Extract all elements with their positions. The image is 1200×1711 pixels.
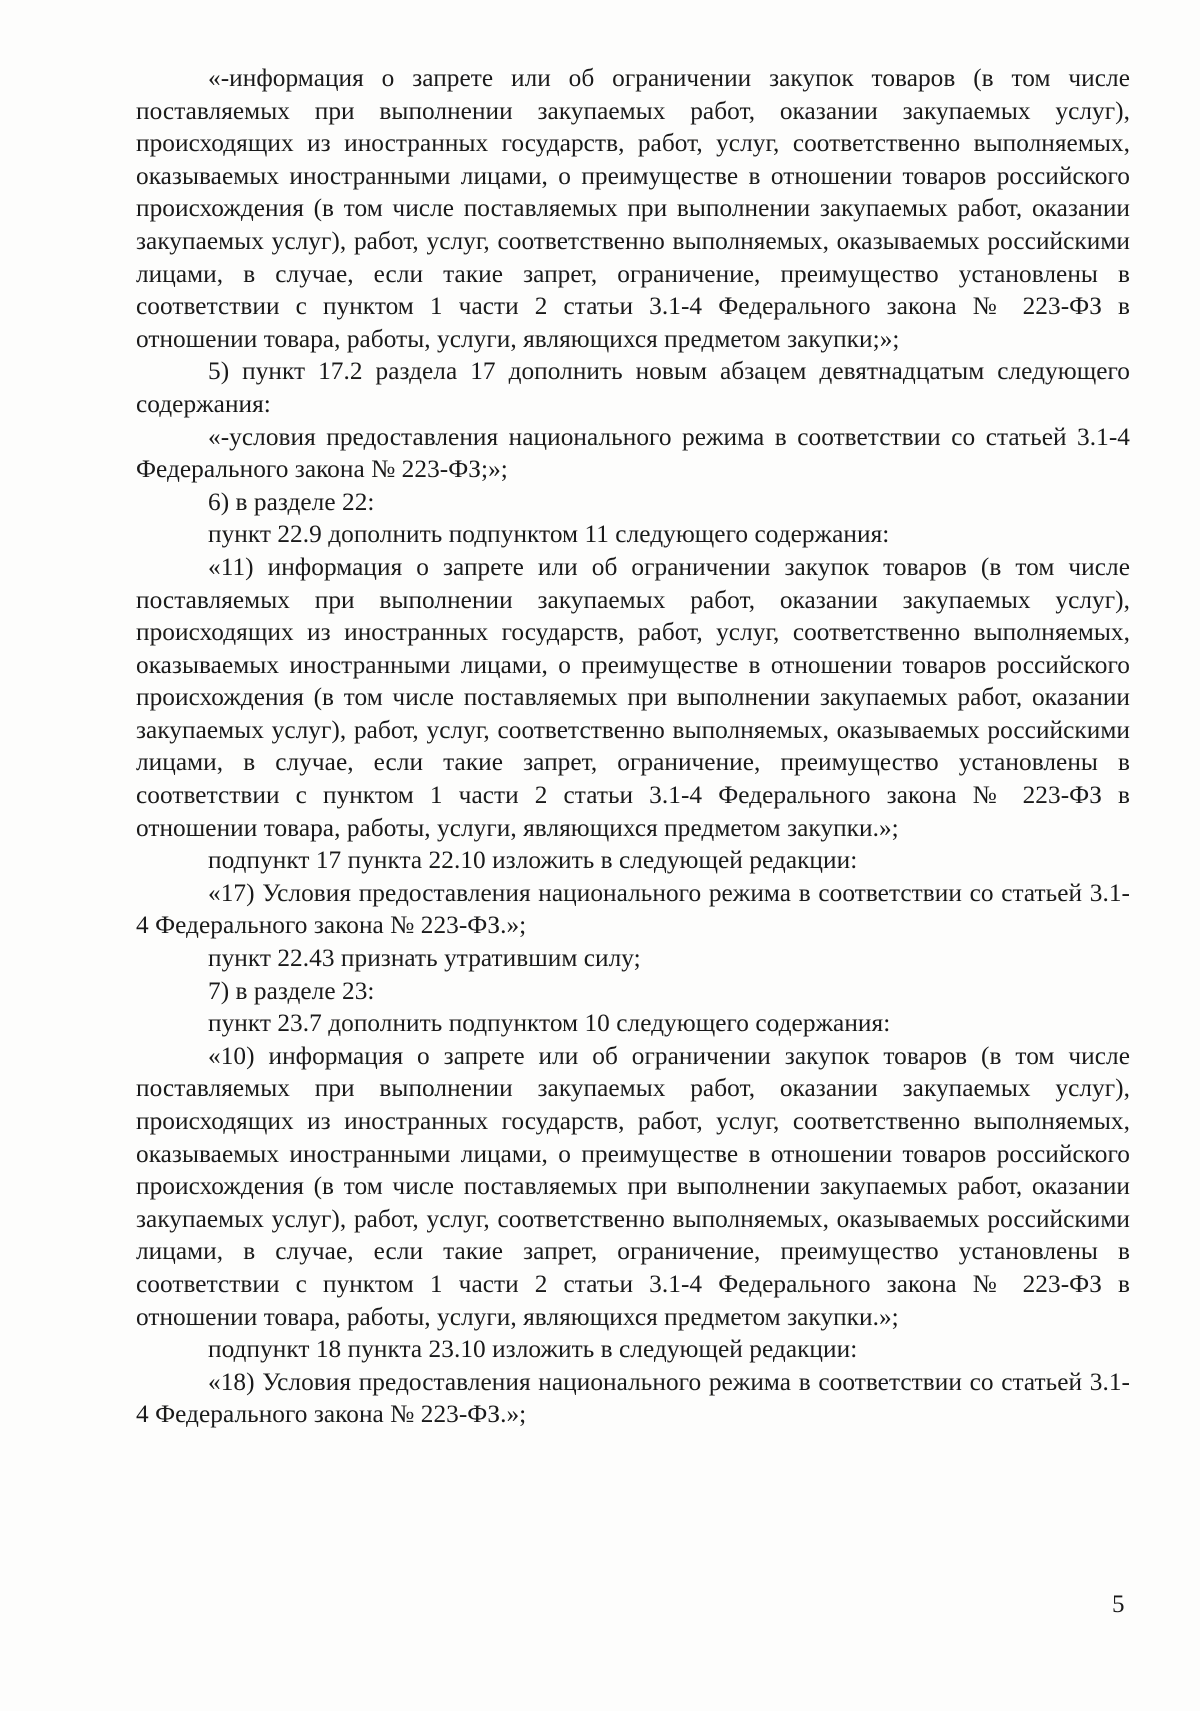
paragraph-subclause-10: «10) информация о запрете или об ограничении закупок товаров (в том числе поставляемых при выполнении закупаемых работ, оказании закупаемых услуг), происходящих из иностранных государств, работ, услуг, соответственно выполняемых, оказываемых иностранными лицами, о преимуществе в отношении товаров российского происхождения (в том числе поставляемых при выполнении закупаемых работ, оказании закупаемых услуг), работ, услуг, соответственно выполняемых, оказываемых российскими лицами, в случае, если такие запрет, ограничение, преимущество установлены в соответствии с пунктом 1 части 2 статьи 3.1-4 Федерального закона № 223-ФЗ в отношении товара, работы, услуги, являющихся предметом закупки.»; (136, 1041, 1130, 1331)
paragraph-clause-22-9: пункт 22.9 дополнить подпунктом 11 следующего содержания: (208, 520, 890, 549)
paragraph-foreign-goods-info: «-информация о запрете или об ограничении закупок товаров (в том числе поставляемых при выполнении закупаемых работ, оказании закупаемых услуг), происходящих из иностранных государств, работ, услуг, соответственно выполняемых, оказываемых иностранными лицами, о преимуществе в отношении товаров российского происхождения (в том числе поставляемых при выполнении закупаемых работ, оказании закупаемых услуг), работ, услуг, соответственно выполняемых, оказываемых российскими лицами, в случае, если такие запрет, ограничение, преимущество установлены в соответствии с пунктом 1 части 2 статьи 3.1-4 Федерального закона № 223-ФЗ в отношении товара, работы, услуги, являющихся предметом закупки;»; (136, 64, 1130, 353)
paragraph-clause-22-43: пункт 22.43 признать утратившим силу; (208, 944, 641, 973)
document-body (136, 62, 1130, 1431)
paragraph-item-7: 7) в разделе 23: (208, 976, 375, 1005)
paragraph-national-regime-conditions: «-условия предоставления национального режима в соответствии со статьей 3.1-4 Федерального закона № 223-ФЗ;»; (136, 422, 1130, 484)
paragraph-clause-22-10: подпункт 17 пункта 22.10 изложить в следующей редакции: (208, 846, 858, 875)
paragraph-clause-23-7: пункт 23.7 дополнить подпунктом 10 следующего содержания: (208, 1009, 891, 1038)
paragraph-subclause-17: «17) Условия предоставления национального режима в соответствии со статьей 3.1-4 Федерального закона № 223-ФЗ.»; (136, 878, 1130, 940)
paragraph-clause-23-10: подпункт 18 пункта 23.10 изложить в следующей редакции: (208, 1335, 858, 1364)
page-number: 5 (1112, 1591, 1125, 1618)
paragraph-subclause-11: «11) информация о запрете или об ограничении закупок товаров (в том числе поставляемых при выполнении закупаемых работ, оказании закупаемых услуг), происходящих из иностранных государств, работ, услуг, соответственно выполняемых, оказываемых иностранными лицами, о преимуществе в отношении товаров российского происхождения (в том числе поставляемых при выполнении закупаемых работ, оказании закупаемых услуг), работ, услуг, соответственно выполняемых, оказываемых российскими лицами, в случае, если такие запрет, ограничение, преимущество установлены в соответствии с пунктом 1 части 2 статьи 3.1-4 Федерального закона № 223-ФЗ в отношении товара, работы, услуги, являющихся предметом закупки.»; (136, 552, 1130, 842)
paragraph-subclause-18: «18) Условия предоставления национального режима в соответствии со статьей 3.1-4 Федерального закона № 223-ФЗ.»; (136, 1367, 1130, 1429)
paragraph-item-6: 6) в разделе 22: (208, 487, 375, 516)
paragraph-item-5: 5) пункт 17.2 раздела 17 дополнить новым абзацем девятнадцатым следующего содержания: (136, 357, 1130, 418)
